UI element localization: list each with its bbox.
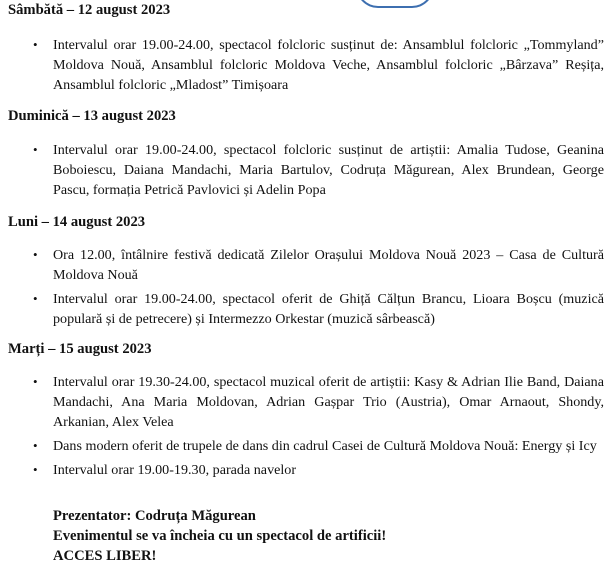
- list-item: [0, 436, 612, 456]
- day-section-monday: [0, 213, 612, 329]
- day-heading: Luni – 14 august 2023: [8, 214, 146, 230]
- event-text: Intervalul orar 19.00-24.00, spectacol folcloric susținut de artiștii: Amalia Tudose, Geanina Boboiescu, Daiana Mandachi, Maria Bartulov, Codruța Măgurean, Alex Brundean, George Pascu, formația Petrică Pavlovici și Adelin Popa: [53, 142, 604, 198]
- bullet-icon: •: [33, 37, 38, 52]
- bullet-icon: •: [33, 438, 38, 453]
- list-item: [0, 460, 612, 480]
- event-list: [0, 140, 612, 200]
- list-item: [0, 35, 612, 95]
- event-list: [0, 372, 612, 480]
- event-text: Intervalul orar 19.00-24.00, spectacol folcloric susținut de: Ansamblul folcloric „Tommyland” Moldova Nouă, Ansamblul folcloric Moldova Veche, Ansamblul folcloric „Bârzava” Reșița, Ansamblul folcloric „Mladost” Timișoara: [53, 37, 604, 93]
- fireworks-line: Evenimentul se va încheia cu un spectacol de artificii!: [53, 528, 387, 544]
- list-item: [0, 289, 612, 329]
- event-text: Dans modern oferit de trupele de dans din cadrul Casei de Cultură Moldova Nouă: Energy și Icy: [53, 438, 597, 454]
- bullet-icon: •: [33, 142, 38, 157]
- bullet-icon: •: [33, 374, 38, 389]
- list-item: [0, 245, 612, 285]
- event-text: Intervalul orar 19.00-24.00, spectacol oferit de Ghiță Călțun Brancu, Lioara Boșcu (muzică populară și de petrecere) și Intermezzo Orkestar (muzică sârbească): [53, 291, 604, 327]
- event-list: [0, 245, 612, 329]
- bullet-icon: •: [33, 247, 38, 262]
- event-text: Intervalul orar 19.30-24.00, spectacol muzical oferit de artiștii: Kasy & Adrian Ilie Band, Daiana Mandachi, Ana Maria Moldovan, Adrian Gașpar Trio (Austria), Omar Arnaout, Shondy, Arkanian, Alex Velea: [53, 374, 604, 430]
- day-section-tuesday: [0, 340, 612, 480]
- closing-notes: [53, 506, 386, 566]
- event-text: Intervalul orar 19.00-19.30, parada navelor: [53, 462, 297, 478]
- day-heading: Duminică – 13 august 2023: [8, 108, 176, 124]
- list-item: [0, 140, 612, 200]
- event-list: [0, 35, 612, 95]
- day-heading: Marți – 15 august 2023: [8, 341, 152, 357]
- presenter-line: Prezentator: Codruța Măgurean: [53, 508, 256, 524]
- list-item: [0, 372, 612, 432]
- bullet-icon: •: [33, 291, 38, 306]
- day-section-saturday: [0, 1, 612, 95]
- day-heading: Sâmbătă – 12 august 2023: [8, 2, 171, 18]
- free-access-line: ACCES LIBER!: [53, 548, 157, 564]
- bullet-icon: •: [33, 462, 38, 477]
- event-text: Ora 12.00, întâlnire festivă dedicată Zilelor Orașului Moldova Nouă 2023 – Casa de Cultură Moldova Nouă: [53, 247, 604, 283]
- day-section-sunday: [0, 107, 612, 200]
